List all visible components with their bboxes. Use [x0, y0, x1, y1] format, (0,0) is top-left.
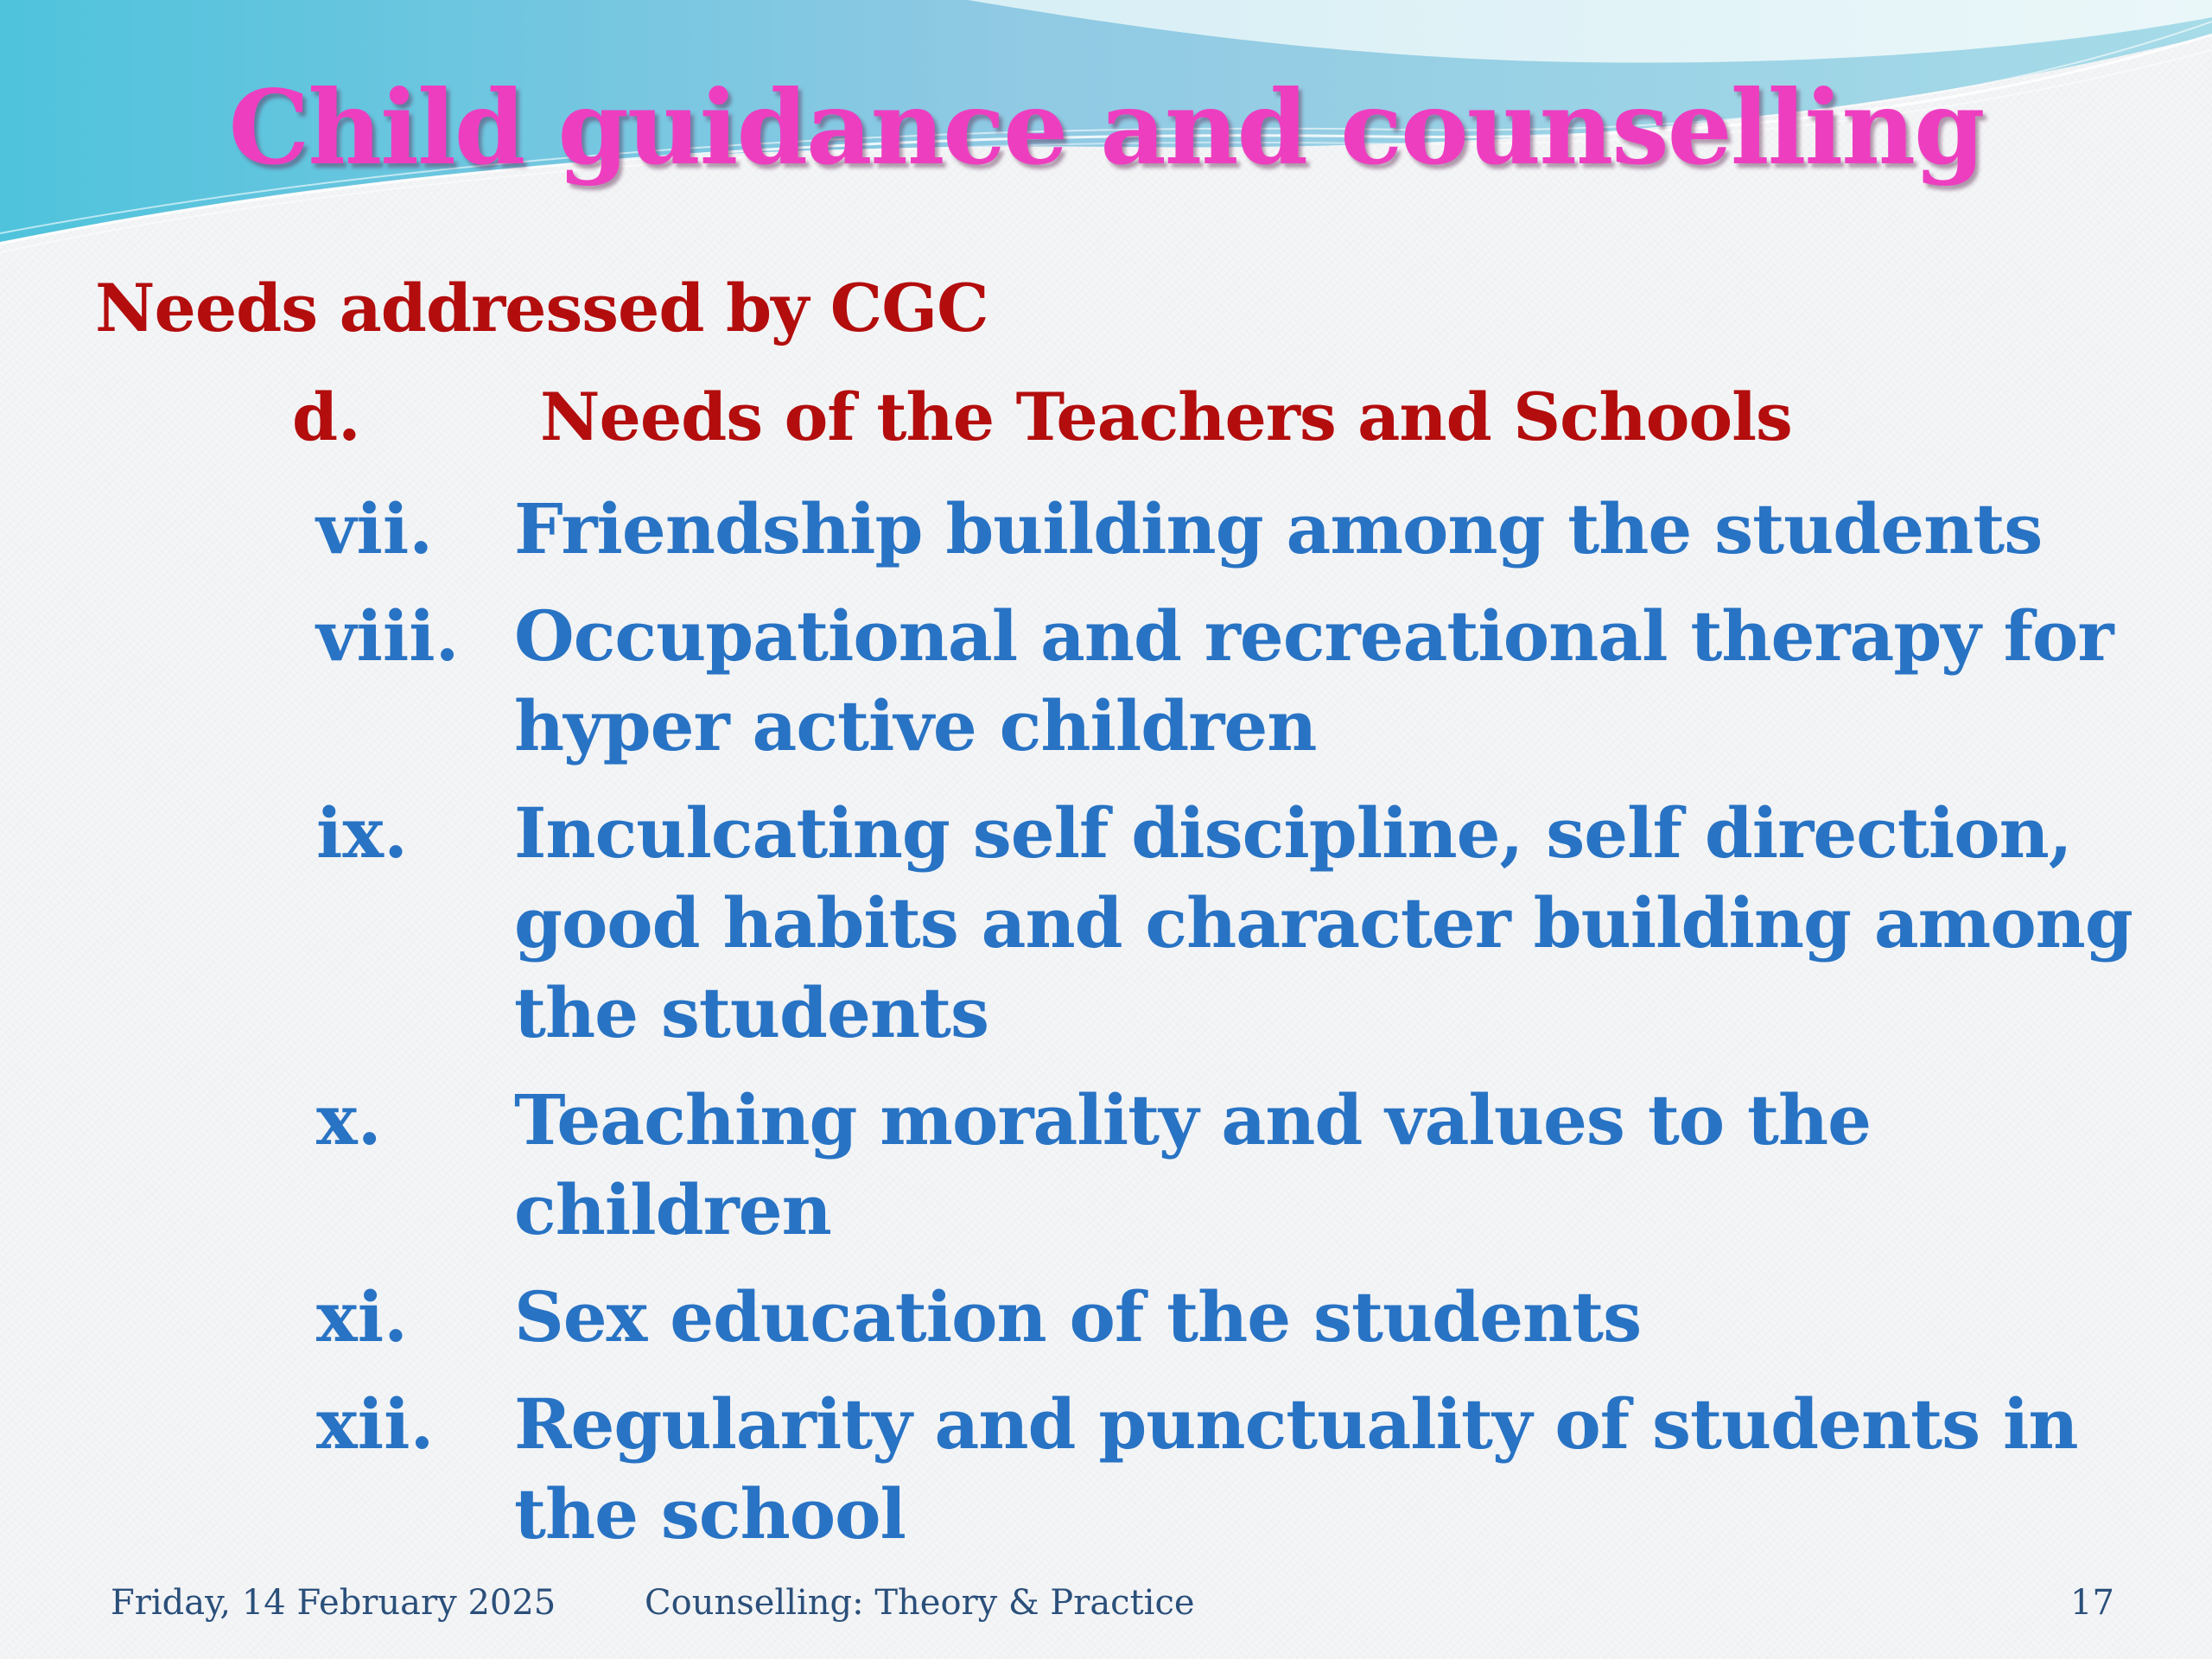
list-item: [0, 484, 2212, 574]
list-item-text: Regularity and punctuality of students in the school: [514, 1383, 2078, 1554]
list-item: [0, 1272, 2212, 1362]
list-item: [0, 1379, 2212, 1559]
list-item-text: Teaching morality and values to the children: [514, 1079, 1871, 1250]
list-item-marker: vii.: [316, 488, 434, 569]
slide-title: Child guidance and counselling: [228, 67, 1984, 188]
list-item: [0, 788, 2212, 1058]
list-item-text: Friendship building among the students: [514, 488, 2043, 569]
section-heading: Needs addressed by CGC: [95, 270, 988, 346]
list-item: [0, 591, 2212, 771]
list-item-text: Inculcating self discipline, self direction, good habits and character building among the students: [514, 792, 2133, 1053]
list-item: [0, 1075, 2212, 1255]
list-item-marker: ix.: [316, 792, 408, 874]
needs-list: [0, 484, 2212, 1576]
sub-heading: [0, 378, 2212, 465]
footer-date: Friday, 14 February 2025: [111, 1583, 556, 1623]
sub-heading-text: Needs of the Teachers and Schools: [540, 378, 1792, 455]
list-item-marker: xii.: [316, 1383, 435, 1465]
sub-heading-marker: d.: [292, 378, 361, 455]
list-item-text: Occupational and recreational therapy for hyper active children: [514, 595, 2113, 766]
list-item-marker: viii.: [316, 595, 460, 677]
footer-page-number: 17: [2070, 1583, 2114, 1623]
list-item-text: Sex education of the students: [514, 1276, 1642, 1357]
list-item-marker: xi.: [316, 1276, 408, 1357]
list-item-marker: x.: [316, 1079, 382, 1160]
footer-course-title: Counselling: Theory & Practice: [645, 1583, 1195, 1623]
